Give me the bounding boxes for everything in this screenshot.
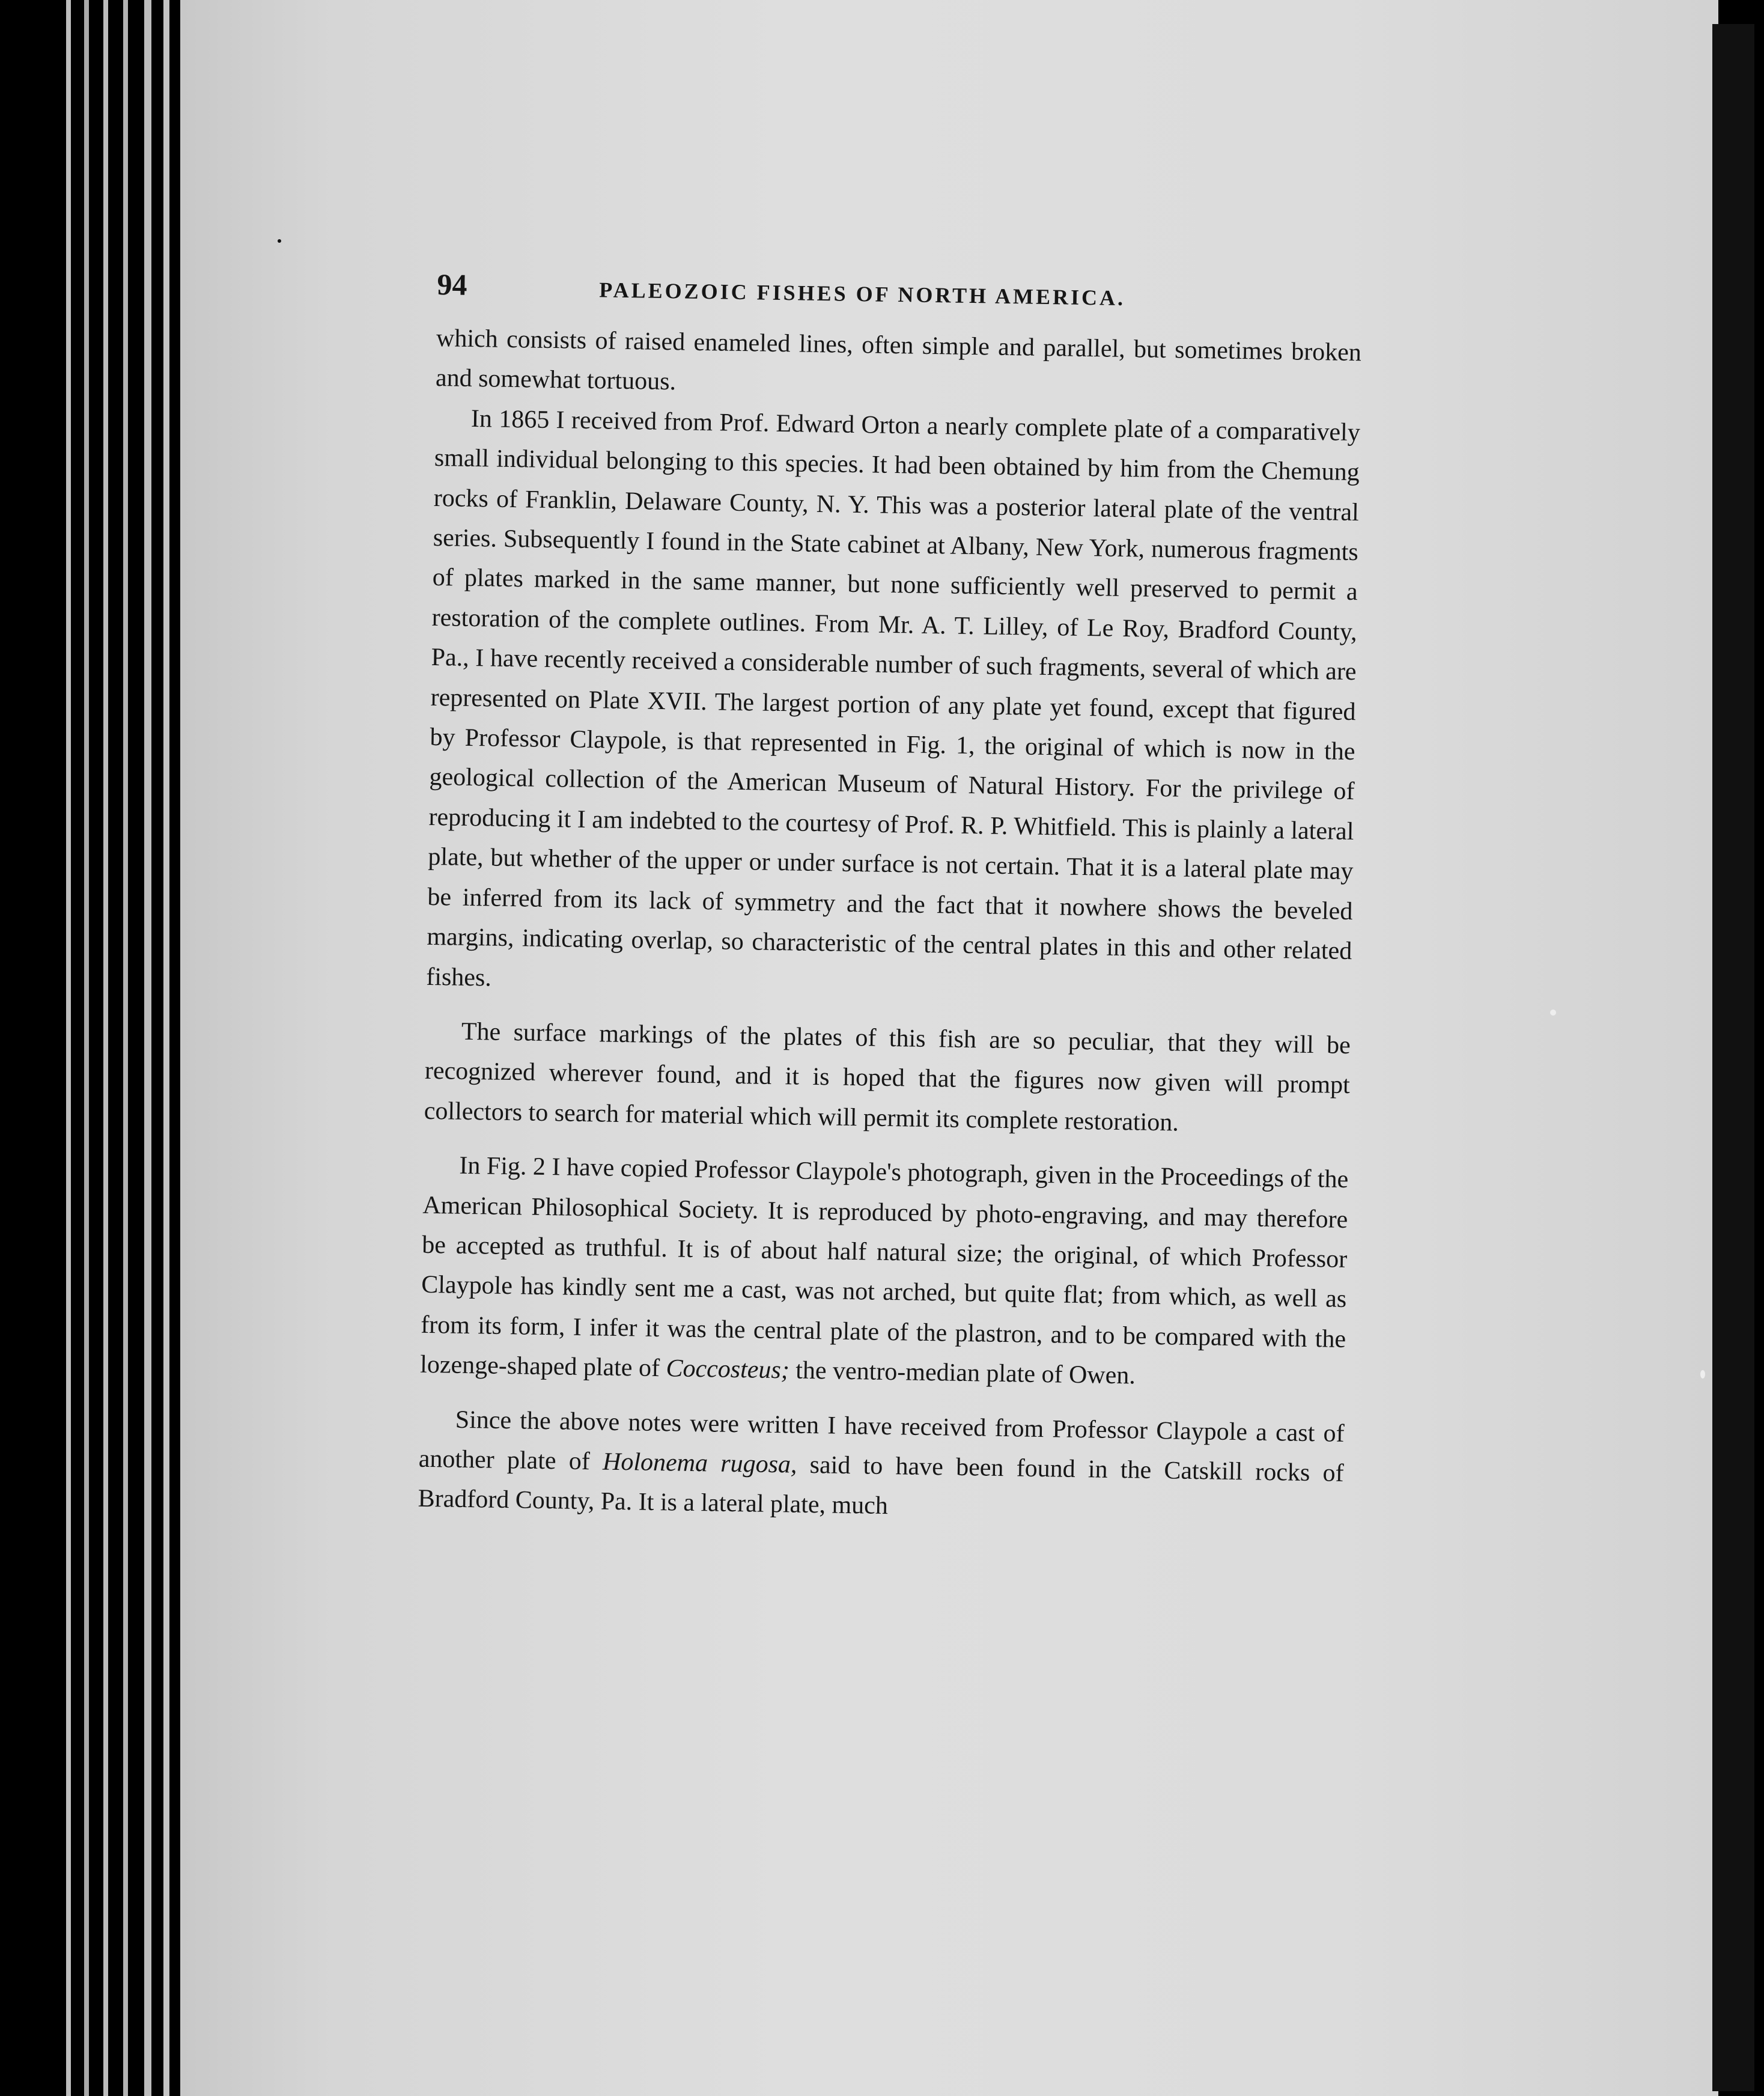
paragraph-continued: which consists of raised enameled lines, often simple and parallel, but sometimes broken and somewhat tortuous.	[435, 324, 1362, 396]
speck	[278, 239, 281, 243]
text-run: the ventro-median plate of Owen.	[789, 1356, 1136, 1390]
running-head: PALEOZOIC FISHES OF NORTH AMERICA.	[599, 278, 1126, 310]
page-number: 94	[437, 267, 467, 302]
speck	[1550, 1010, 1556, 1016]
page-edge	[123, 0, 128, 2096]
page-edge	[144, 0, 151, 2096]
text-run: said to have been found in the Catskill rocks of Bradford County, Pa. It is a lateral plate, much	[418, 1451, 1344, 1520]
page-edge	[66, 0, 71, 2096]
paragraph-holonema	[418, 1399, 1345, 1533]
speck	[1700, 1370, 1705, 1379]
paragraph-fig-2	[420, 1145, 1349, 1400]
italic-genus-name: Coccosteus;	[666, 1354, 790, 1385]
binding-shadow	[1712, 24, 1754, 2091]
text-block	[418, 264, 1363, 1534]
text-run: Since the above notes were written I have received from Professor Claypole a cast of another plate of	[418, 1406, 1345, 1476]
paragraph-surface-markings: The surface markings of the plates of this fish are so peculiar, that they will be recognized wherever found, and it is hoped that the figures now given will prompt collectors to search for material which will permit its complete restoration.	[424, 1017, 1351, 1137]
page-edge	[103, 0, 108, 2096]
text-run: In Fig. 2 I have copied Professor Claypole's photograph, given in the Proceedings of the American Philosophical Society. It is reproduced by photo-engraving, and may therefore be accepted as truthful. It is of about half natural size; the original, of which Professor Claypole has kindly sent me a cast, was not arched, but quite flat; from which, as well as from its form, I infer it was the central plate of the plastron, and to be compared with the lozenge-shaped plate of	[419, 1151, 1349, 1383]
page-edge	[84, 0, 89, 2096]
italic-species-name: Holonema rugosa,	[602, 1448, 797, 1479]
paragraph-orton-plate: In 1865 I received from Prof. Edward Orton a nearly complete plate of a comparatively small individual belonging to this species. It had been obtained by him from the Chemung rocks of Franklin, Delaware County, N. Y. This was a posterior lateral plate of the ventral series. Subsequently I found in the State cabinet at Albany, New York, numerous fragments of plates marked in the same manner, but none sufficiently well preserved to permit a restoration of the complete outlines. From Mr. A. T. Lilley, of Le Roy, Bradford County, Pa., I have recently received a considerable number of such fragments, several of which are represented on Plate XVII. The largest portion of any plate yet found, except that figured by Professor Claypole, is that represented in Fig. 1, the original of which is now in the geological collection of the American Museum of Natural History. For the privilege of reproducing it I am indebted to the courtesy of Prof. R. P. Whitfield. This is plainly a lateral plate, but whether of the upper or under surface is not certain. That it is a lateral plate may be inferred from its lack of symmetry and the fact that it nowhere shows the beveled margins, indicating overlap, so characteristic of the central plates in this and other related fishes.	[426, 404, 1361, 992]
page-edge	[163, 0, 169, 2096]
